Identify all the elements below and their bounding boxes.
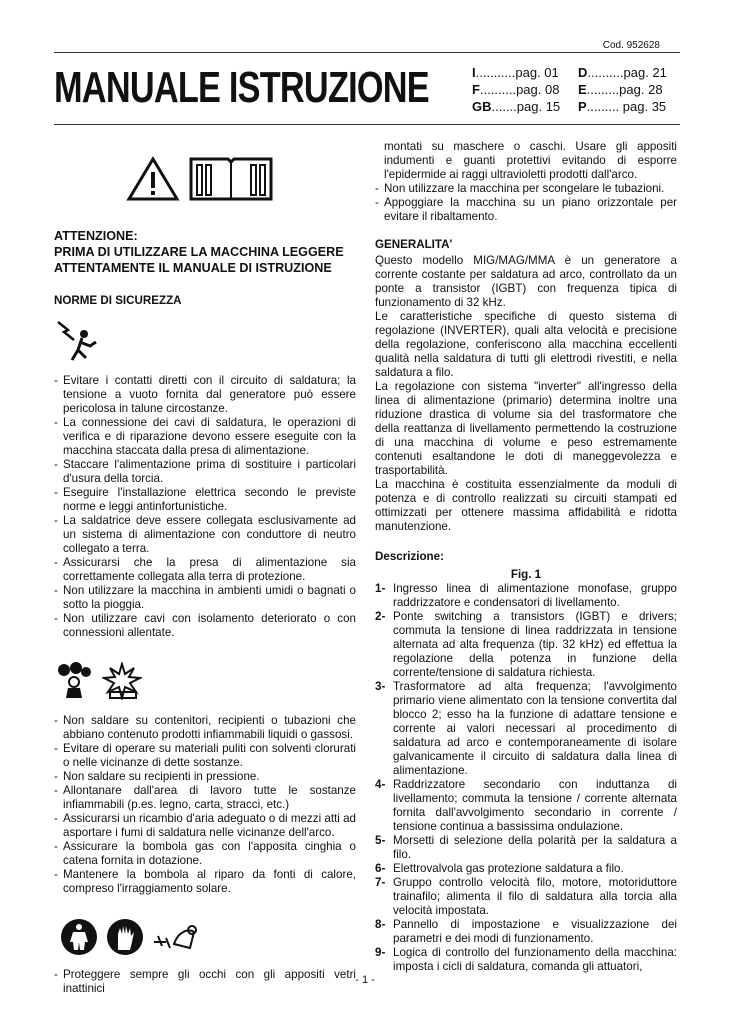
list-item: 5- Morsetti di selezione della polarità per la saldatura a filo. (375, 834, 677, 861)
list-item: - Proteggere sempre gli occhi con gli appositi vetri inattinici (54, 968, 356, 996)
list-item: 1- Ingresso linea di alimentazione monofase, gruppo raddrizzatore e condensatori di livellamento. (375, 582, 677, 609)
general-paragraph: La regolazione con sistema "inverter" all'ingresso della linea di alimentazione (primario) determina inoltre una riduzione drastica di volume sia del trasformatore che della reattanza di livellamento permettendo la costruzione di una macchina di volume e peso estremamente contenuti esaltandone le doti di maneggevolezza e trasportabilità. (375, 380, 677, 477)
continuation-text: montati su maschere o caschi. Usare gli appositi indumenti e guanti protettivi evitando di esporre l'epidermide ai raggi ultravioletti prodotti dall'arco. (384, 140, 677, 181)
open-manual-icon (188, 156, 274, 202)
safety-heading: NORME DI SICUREZZA (54, 294, 182, 307)
continuation-list (375, 182, 677, 224)
language-index-row: I...........pag. 01 D..........pag. 21 (472, 65, 667, 80)
language-index (472, 64, 667, 115)
safety-rules-list (54, 374, 356, 640)
page-number: - 1 - (355, 974, 375, 986)
general-paragraph: La macchina è costituita essenzialmente da moduli di potenza e di controllo realizzati su circuiti stampati ed ottimizzati per ottenere massima affidabilità e ridotta manutenzione. (375, 478, 677, 533)
list-item: - Non utilizzare la macchina in ambienti umidi o bagnati o sotto la pioggia. (54, 584, 356, 612)
list-item: - Eseguire l'installazione elettrica secondo le previste norme e leggi antinfortunistiche. (54, 486, 356, 514)
language-index-row: GB.......pag. 15 P......... pag. 35 (472, 99, 667, 114)
list-item: - Evitare i contatti diretti con il circuito di saldatura; la tensione a vuoto fornita dal generatore può essere pericolosa in talune circostanze. (54, 374, 356, 416)
list-item: - Evitare di operare su materiali puliti con solventi clorurati o nelle vicinanze di dette sostanze. (54, 742, 356, 770)
warning-text: PRIMA DI UTILIZZARE LA MACCHINA LEGGERE ATTENTAMENTE IL MANUALE DI ISTRUZIONE (54, 245, 344, 275)
right-column (375, 140, 677, 974)
list-item: - Mantenere la bombola al riparo da fonti di calore, compreso l'irraggiamento solare. (54, 868, 356, 896)
list-item: 9- Logica di controllo del funzionamento della macchina: imposta i cicli di saldatura, comanda gli attuatori, (375, 946, 677, 973)
list-item: 7- Gruppo controllo velocità filo, motore, motoriduttore trainafilo; alimenta il filo di saldatura alla torcia alla velocità impostata. (375, 876, 677, 917)
left-column (54, 140, 356, 996)
general-heading: GENERALITA' (375, 238, 453, 251)
general-paragraph: Questo modello MIG/MAG/MMA è un generatore a corrente costante per saldatura ad arco, controllato da un ponte a transistor (IGBT) con frequenza tipica di funzionamento di 32 kHz. (375, 254, 677, 309)
list-item: - Staccare l'alimentazione prima di sostituire i particolari d'usura della torcia. (54, 458, 356, 486)
list-item: - Assicurare la bombola gas con l'apposita cinghia o catena fornita in dotazione. (54, 840, 356, 868)
list-item: - Assicurarsi che la presa di alimentazione sia correttamente collegata alla terra di protezione. (54, 556, 356, 584)
list-item: - Non saldare su contenitori, recipienti o tubazioni che abbiano contenuto prodotti infiammabili liquidi o gassosi. (54, 714, 356, 742)
list-item: - Non utilizzare la macchina per scongelare le tubazioni. (375, 182, 677, 196)
explosion-icon (102, 662, 142, 700)
document-title: MANUALE ISTRUZIONE (54, 63, 429, 112)
list-item: 6- Elettrovalvola gas protezione saldatura a filo. (375, 862, 624, 875)
list-item: 8- Pannello di impostazione e visualizzazione dei parametri e dei modi di funzionamento. (375, 918, 677, 945)
list-item: - La saldatrice deve essere collegata esclusivamente ad un sistema di alimentazione con conduttore di neutro collegato a terra. (54, 514, 356, 556)
safety-icons (54, 320, 356, 364)
description-list (375, 582, 677, 974)
list-item: 3- Trasformatore ad alta frequenza; l'avvolgimento primario viene alimentato con la tensione convertita dal blocco 2; esso ha la funzione di adattare tensione e corrente ai valori necessari al procedimento di saldatura ad arco e contemporaneamente di isolare galvanicamente il circuito di saldatura dalla linea di alimentazione. (375, 680, 677, 777)
document-code: Cod. 952628 (602, 40, 660, 51)
list-item: 4- Raddrizzatore secondario con induttanza di livellamento; commuta la tensione / corrente alternata fornita dall'avvolgimento secondario in corrente / tensione continua a bassissima ondulazione. (375, 778, 677, 833)
warning-icons (44, 156, 356, 202)
toxic-fumes-icon (54, 662, 94, 700)
list-item: - Non saldare su recipienti in pressione. (54, 770, 356, 784)
protective-suit-icon (60, 918, 98, 956)
figure-label: Fig. 1 (510, 568, 542, 581)
list-item: - Non utilizzare cavi con isolamento deteriorato o con connessioni allentate. (54, 612, 356, 640)
header-rule-top (54, 52, 680, 53)
language-index-row: F..........pag. 08 E.........pag. 28 (472, 82, 663, 97)
warning-heading: ATTENZIONE: (54, 229, 138, 243)
warning-triangle-icon (126, 156, 180, 202)
list-item: - Assicurarsi un ricambio d'aria adeguato o di mezzi atti ad asportare i fumi di saldatura nelle vicinanze dell'arco. (54, 812, 356, 840)
list-item: - La connessione dei cavi di saldatura, le operazioni di verifica e di riparazione devono essere eseguite con la macchina staccata dalla presa di alimentazione. (54, 416, 356, 458)
welding-mask-icon (152, 922, 200, 956)
general-paragraph: Le caratteristiche specifiche di questo sistema di regolazione (INVERTER), quali alta velocità e precisione della regolazione, conferiscono alla macchina eccellenti qualità nella saldatura di tutti gli elettrodi rivestiti, e nella saldatura a filo. (375, 310, 677, 379)
description-heading: Descrizione: (375, 550, 444, 563)
ppe-icons (60, 918, 356, 956)
list-item: - Allontanare dall'area di lavoro tutte le sostanze infiammabili (p.es. legno, carta, stracci, etc.) (54, 784, 356, 812)
fire-hazard-icons (54, 662, 356, 700)
list-item: 2- Ponte switching a transistors (IGBT) e drivers; commuta la tensione di linea raddrizzata in tensione alternata ad alta frequenza (tip. 32 kHz) ed effettua la regolazione della potenza in funzione della corrente/tensione di saldatura richiesta. (375, 610, 677, 679)
list-item: - Appoggiare la macchina su un piano orizzontale per evitare il ribaltamento. (375, 196, 677, 224)
fire-rules-list (54, 714, 356, 896)
electric-shock-icon (54, 320, 102, 364)
header-rule-bottom (54, 124, 680, 125)
protective-gloves-icon (106, 918, 144, 956)
